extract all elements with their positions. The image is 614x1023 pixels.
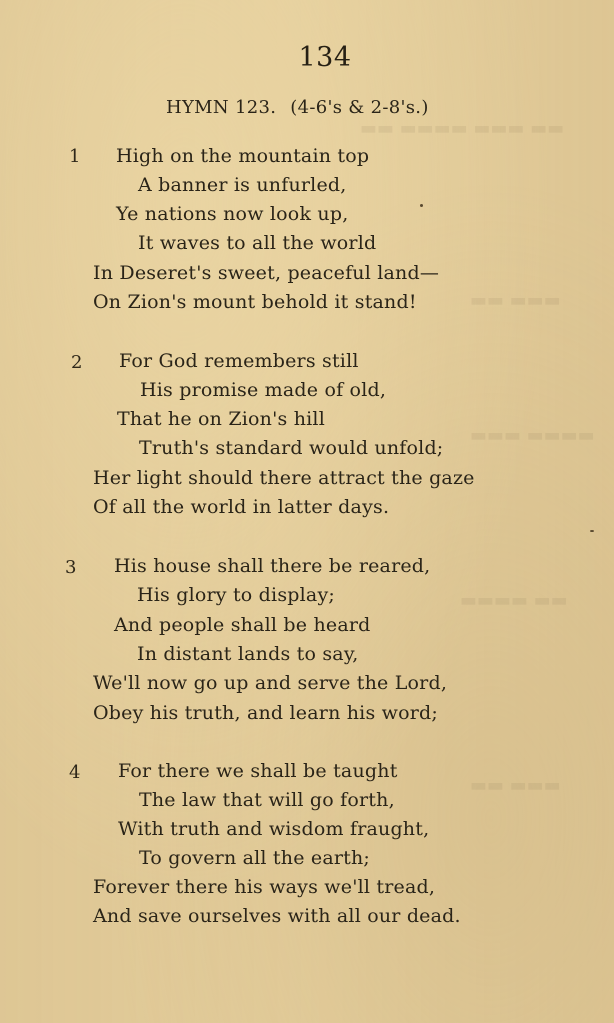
verse-line: His promise made of old, <box>140 379 387 401</box>
verse-line: On Zion's mount behold it stand! <box>93 291 417 313</box>
bleed-through-text: ▬▬▬▬ ▬▬▬ <box>470 425 595 446</box>
verse-line: Of all the world in latter days. <box>93 496 390 518</box>
verse-line: In Deseret's sweet, peaceful land— <box>93 262 440 284</box>
verse-line: With truth and wisdom fraught, <box>118 818 430 840</box>
verse-line: And save ourselves with all our dead. <box>93 905 461 927</box>
verse-line: It waves to all the world <box>138 232 377 254</box>
verse-line: That he on Zion's hill <box>117 408 325 430</box>
verse-line: Forever there his ways we'll tread, <box>93 876 436 898</box>
verse-number: 4 <box>69 762 81 783</box>
hymn-heading <box>166 97 429 118</box>
verse-line: Obey his truth, and learn his word; <box>93 702 438 724</box>
hymn-title: HYMN 123. <box>166 97 277 118</box>
verse-line: High on the mountain top <box>116 145 370 167</box>
verse-line: For there we shall be taught <box>118 760 398 782</box>
verse-line: And people shall be heard <box>114 614 371 636</box>
verse-number: 1 <box>69 146 81 167</box>
verse-line: His glory to display; <box>137 584 335 606</box>
verse-line: To govern all the earth; <box>139 847 371 869</box>
paper-speck <box>590 530 594 532</box>
bleed-through-text: ▬▬ ▬▬▬▬ <box>460 590 568 611</box>
verse-line: In distant lands to say, <box>137 643 359 665</box>
verse-line: His house shall there be reared, <box>114 555 431 577</box>
verse-line: Her light should there attract the gaze <box>93 467 475 489</box>
bleed-through-text: ▬▬ ▬▬▬ ▬▬▬▬ ▬▬ <box>360 118 565 139</box>
verse-number: 3 <box>65 557 77 578</box>
hymn-meter: (4-6's & 2-8's.) <box>290 97 429 118</box>
paper-speck <box>420 204 423 207</box>
bleed-through-text: ▬▬▬ ▬▬ <box>470 290 561 311</box>
verse-line: We'll now go up and serve the Lord, <box>93 672 448 694</box>
bleed-through-text: ▬▬▬ ▬▬ <box>470 775 561 796</box>
page-number: 134 <box>298 42 352 73</box>
verse-line: For God remembers still <box>119 350 359 372</box>
verse-line: Ye nations now look up, <box>116 203 349 225</box>
verse-line: The law that will go forth, <box>139 789 395 811</box>
verse-line: Truth's standard would unfold; <box>139 437 444 459</box>
verse-number: 2 <box>71 352 83 373</box>
verse-line: A banner is unfurled, <box>138 174 347 196</box>
